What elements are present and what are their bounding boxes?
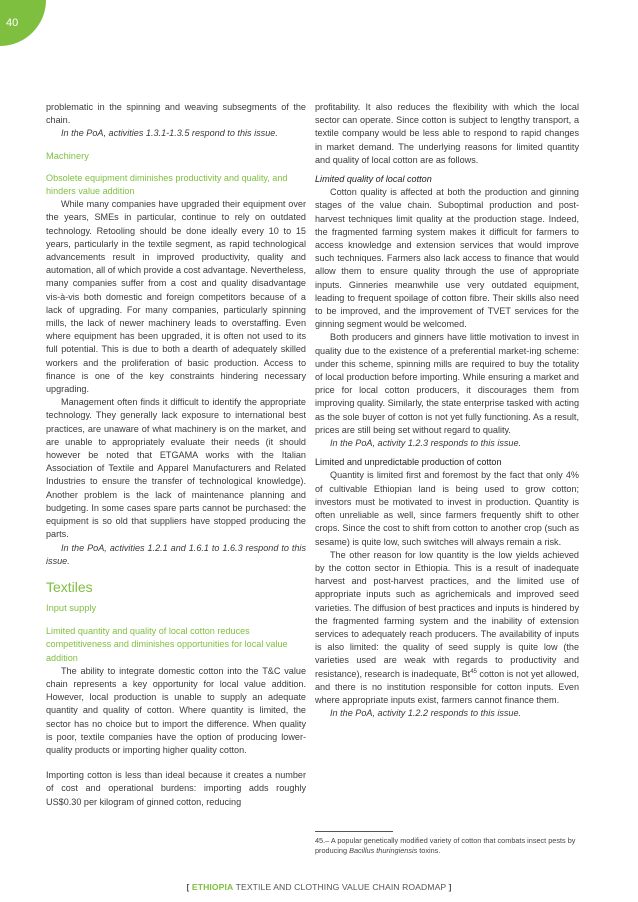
poa-note: In the PoA, activities 1.3.1-1.3.5 respond to this issue. bbox=[61, 128, 278, 139]
footer-title: TEXTILE AND CLOTHING VALUE CHAIN ROADMAP bbox=[235, 882, 447, 892]
footnote-ref: 45 bbox=[470, 668, 477, 675]
poa-note: In the PoA, activity 1.2.2 responds to this issue. bbox=[330, 708, 522, 719]
footnote-rule bbox=[315, 831, 393, 832]
subheading-obsolete-equipment: Obsolete equipment diminishes productivity and quality, and hinders value addition bbox=[46, 172, 288, 197]
paragraph: profitability. It also reduces the flexibility with which the local sector can operate. Since cotton is subject to lengthy transport, a textile company would be less able to respond to rapid changes in market demand. The underlying reasons for limited quantity and quality of local cotton are as follows. bbox=[315, 102, 579, 165]
footnote bbox=[315, 836, 579, 855]
paragraph-text: The other reason for low quantity is the low yields achieved by the cotton sector in Ethiopia. This is a result of inadequate harvest and post-harvest practices, and the limited use of appropriate inputs such as agrichemicals and improved seed varieties. The diffusion of best practices and inputs is hindered by the fragmented farming system and the inability of extension services to adequately reach producers. The availability of inputs is also limited: the quality of seed supply is quite low (the varieties used are weak with regards to productivity and resistance), research is inadequate, bbox=[315, 549, 579, 679]
footer-country: ETHIOPIA bbox=[191, 882, 234, 892]
section-heading-input-supply: Input supply bbox=[46, 602, 97, 613]
footnote-end: toxins. bbox=[419, 845, 441, 855]
subheading-limited-cotton: Limited quantity and quality of local cotton reduces competitiveness and diminishes opportunities for local value addition bbox=[46, 626, 288, 663]
paragraph: While many companies have upgraded their equipment over the years, SMEs in particular, continue to rely on outdated technology. Retooling should be done ideally every 10 to 15 years, particularly in the textile segment, as rapid technological advancements result in improved productivity, quality and automation, all of which provide a cost advantage. Nevertheless, many companies suffer from a cost and quality disadvantage vis-à-vis both domestic and foreign competitors because of a lack of upgrading. For many companies, particularly spinning mills, the lack of newer machinery leads to overstaffing. Even where equipment has been upgraded, it is often not used to its full potential. This is due to both a dearth of adequately skilled workers and the proliferation of basic production. Access to finance is one of the key constraints hindering necessary upgrading. bbox=[46, 199, 306, 395]
page-number-badge bbox=[0, 0, 46, 46]
left-column bbox=[46, 101, 306, 809]
paragraph-text-end: cotton is not yet allowed, and there is no institution responsible for cotton inputs. Even where appropriate inputs exist, farmers cannot finance them. bbox=[315, 668, 579, 705]
paragraph: Both producers and ginners have little motivation to invest in quality due to the existence of a preferential market-ing scheme: under this scheme, spinning mills are required to buy the totality of local production before importing. While ensuring a market and price for local cotton producers, it discourages them from improving quality. Similarly, the state enterprise tasked with acting as the sole buyer of cotton is not yet fully functioning. As a result, prices are still being set without regard to quality. bbox=[315, 332, 580, 435]
subheading-limited-quality: Limited quality of local cotton bbox=[315, 174, 432, 185]
page-footer bbox=[0, 882, 638, 892]
poa-note: In the PoA, activities 1.2.1 and 1.6.1 to 1.6.3 respond to this issue. bbox=[46, 542, 306, 566]
footnote-species: Bacillus thuringiensis bbox=[349, 845, 418, 855]
footnote-text: 45.– A popular genetically modified variety of cotton that combats insect pests by producing bbox=[315, 836, 576, 855]
paragraph: Importing cotton is less than ideal because it creates a number of cost and operational burdens: importing adds roughly US$0.30 per kilogram of ginned cotton, reducing bbox=[46, 770, 306, 807]
paragraph: The ability to integrate domestic cotton into the T&C value chain represents a key opportunity for local value addition. However, local production is unable to supply an adequate quantity and quality of cotton. Where quantity is limited, the sector has no choice but to import the difference. When quality is poor, textile companies have the option of producing lower-quality products or importing higher quality cotton. bbox=[46, 665, 306, 755]
bt-term: Bt bbox=[461, 668, 471, 679]
subheading-limited-production: Limited and unpredictable production of cotton bbox=[315, 457, 502, 468]
footer-bracket-open: [ bbox=[186, 882, 190, 892]
paragraph: problematic in the spinning and weaving subsegments of the chain. bbox=[46, 102, 306, 126]
page-number: 40 bbox=[6, 17, 19, 29]
section-heading-machinery: Machinery bbox=[46, 150, 89, 161]
paragraph: Quantity is limited first and foremost by the fact that only 4% of cultivable Ethiopian land is being used to grow cotton; investors must be motivated to invest in production. Quantity is often unreliable as well, since farmers frequently shift to other crops. Since the cost to shift from cotton to another crop (such as sesame) is quite low, such switches will always remain a risk. bbox=[315, 470, 579, 547]
paragraph: Management often finds it difficult to identify the appropriate technology. They generally lack exposure to international best practices, are unaware of what machinery is on the market, and are unable to appropriately evaluate their needs (it should however be noted that ETGAMA works with the Italian Association of Textile and Apparel Manufacturers and Related Industries to ensure the transfer of technological knowledge). Another problem is the lack of maintenance planning and budgeting. In some cases spare parts cannot be purchased: the equipment is so old that suppliers have stopped producing the parts. bbox=[46, 397, 306, 540]
section-heading-textiles: Textiles bbox=[46, 578, 93, 595]
paragraph: Cotton quality is affected at both the production and ginning stages of the value chain. Suboptimal production and post-harvest techniques limit quality at the production stage. Indeed, the fragmented farming system makes it difficult for farmers to access knowledge and extension services that would improve such techniques. Farmers also lack access to finance that would allow them to ensure quality through the use of appropriate inputs. Ginneries meanwhile use very outdated equipment, leading to frequent spoilage of cotton fibre. Their skills also need to be improved, and the improvement of TVET services for the ginning segment would be welcomed. bbox=[315, 187, 579, 330]
paragraph bbox=[315, 549, 579, 707]
right-column bbox=[315, 101, 579, 720]
footer-bracket-close: ] bbox=[448, 882, 452, 892]
poa-note: In the PoA, activity 1.2.3 responds to this issue. bbox=[330, 438, 522, 449]
